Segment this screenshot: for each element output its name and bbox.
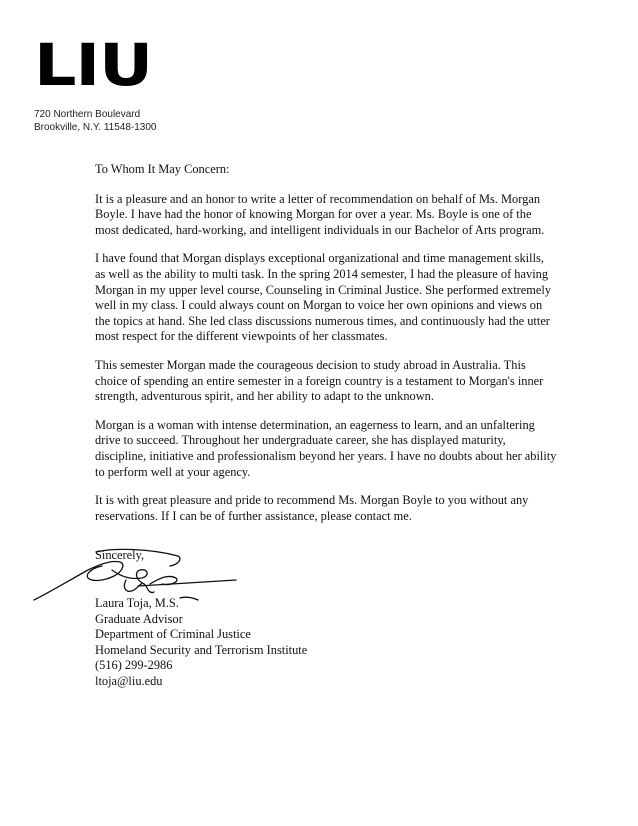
- signatory-name: Laura Toja, M.S.: [95, 596, 179, 610]
- paragraph-recommendation: It is with great pleasure and pride to recommend Ms. Morgan Boyle to you without any reservations. If I can be of further assistance, please contact me.: [95, 493, 529, 523]
- letterhead-address: [34, 108, 157, 134]
- signatory-phone: (516) 299-2986: [95, 658, 173, 673]
- liu-logo: LIU: [34, 31, 153, 99]
- paragraph-study-abroad: This semester Morgan made the courageous decision to study abroad in Australia. This choice of spending an entire semester in a foreign country is a testament to Morgan's inner strength, adventurous spirit, and her ability to adapt to the unknown.: [95, 357, 544, 404]
- signatory-department: Department of Criminal Justice: [95, 627, 251, 642]
- address-city: Brookville, N.Y. 11548-1300: [34, 122, 157, 133]
- salutation: To Whom It May Concern:: [95, 162, 230, 176]
- signature-block: [95, 596, 307, 690]
- letter-body: [95, 162, 557, 537]
- signatory-institute: Homeland Security and Terrorism Institute: [95, 642, 308, 657]
- paragraph-character: Morgan is a woman with intense determination, an eagerness to learn, and an unfaltering drive to succeed. Throughout her undergraduate career, she has displayed maturity, discipline, initiative and professionalism beyond her years. I have no doubts about her ability to perform well at your agency.: [95, 417, 557, 479]
- paragraph-intro: It is a pleasure and an honor to write a letter of recommendation on behalf of Ms. Morgan Boyle. I have had the honor of knowing Morgan for over a year. Ms. Boyle is one of the most dedicated, hard-working, and intelligent individuals in our Bachelor of Arts program.: [95, 191, 545, 237]
- closing: Sincerely,: [95, 548, 145, 562]
- address-street: 720 Northern Boulevard: [34, 109, 141, 120]
- paragraph-skills: I have found that Morgan displays exceptional organizational and time management skills, as well as the ability to multi task. In the spring 2014 semester, I had the pleasure of having Morgan in my upper level course, Counseling in Criminal Justice. She performed extremely well in my class. I could always count on Morgan to voice her own opinions and views on the topics at hand. She led class discussions numerous times, and continuously had the utter most respect for the different viewpoints of her classmates.: [95, 251, 552, 344]
- signatory-title: Graduate Advisor: [95, 611, 183, 626]
- signatory-email[interactable]: ltoja@liu.edu: [95, 673, 163, 688]
